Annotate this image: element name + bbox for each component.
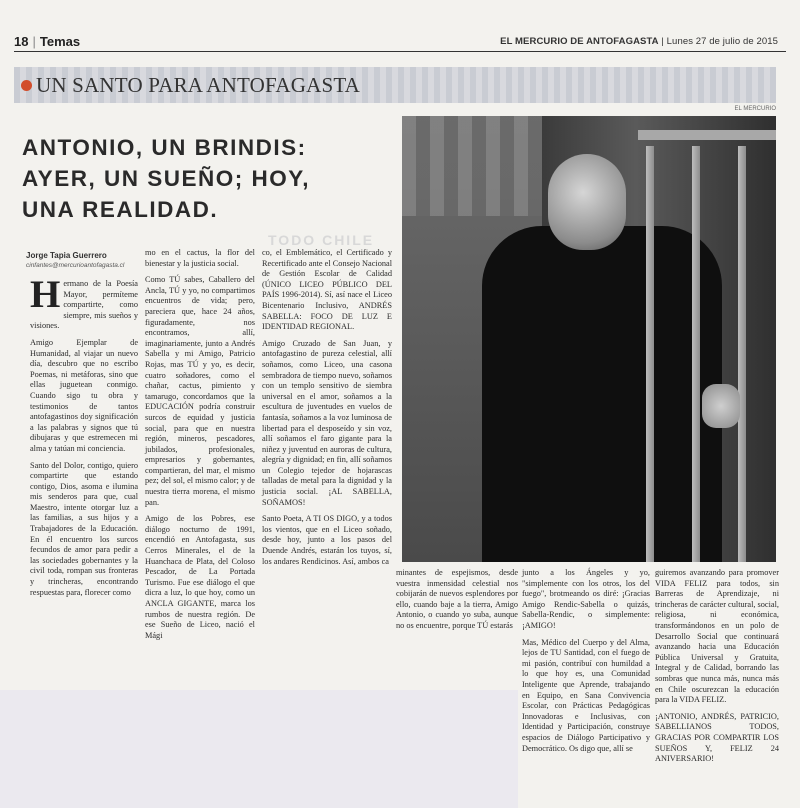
article-column-4 — [396, 568, 518, 638]
headline-line-3: UNA REALIDAD. — [22, 197, 219, 222]
paragraph: guiremos avanzando para promover VIDA FELIZ para todos, sin Barreras de Aprendizaje, ni trincheras de carácter cultural, social, religiosa, ni económica, transformándonos en un polo de Desarrollo Social que continuará avanzando hacia una Educación Pública Universal y Gratuita, Integral y de Calidad, borrando las sombras que nunca más, nunca más en Chile oscurezcan la educación para la VIDA FELIZ. — [655, 568, 779, 705]
paragraph: mo en el cactus, la flor del bienestar y la justicia social. — [145, 248, 255, 268]
photo-man-body — [482, 226, 722, 562]
paragraph: Amigo de los Pobres, ese diálogo nocturno de 1991, encendió en Antofagasta, sus Cerros Minerales, el de la Huanchaca de Plata, del Coloso Pescador, de La Portada Turismo. Fue ese diálogo el que dicra a luz, lo que hoy, como un ANCLA GIGANTE, marca los rumbos de nuestra región. De ese Sueño de Liceo, nació el Mági — [145, 514, 255, 640]
byline-email: cinfantes@mercurioantofagasta.cl — [26, 262, 125, 269]
section-name: Temas — [39, 34, 81, 49]
page-folio: 18 | Temas — [14, 34, 81, 49]
headline — [22, 132, 392, 225]
paragraph: Santo del Dolor, contigo, quiero compartirte que estando contigo, Dios, asoma e ilumina mis senderos para que, cual Maestro, intente otorgar luz a las familias, a sus hijos y a Trabajadores de la Educación. En él encuentro los surcos fecundos de amor para pedir a las sociedades gobernantes y la civil toda, rompan sus fronteras y trincheras, encontrando respuestas para, florecer como — [30, 460, 138, 597]
headline-line-1: ANTONIO, UN BRINDIS: — [22, 135, 307, 160]
paragraph: ¡ANTONIO, ANDRÉS, PATRICIO, SABELLIANOS TODOS, GRACIAS POR COMPARTIR LOS SUEÑOS Y, FELIZ 24 ANIVERSARIO! — [655, 711, 779, 764]
byline-author: Jorge Tapia Guerrero — [26, 251, 107, 260]
page-number: 18 — [14, 34, 29, 49]
photo-gate-bar — [692, 146, 700, 562]
section-title: UN SANTO PARA ANTOFAGASTA — [36, 73, 361, 97]
photo-hand — [702, 384, 740, 428]
paragraph: Como TÚ sabes, Caballero del Ancla, TÚ y yo, no compartimos encuentros de vida; pero, pareciera que, hace 24 años, figuradamente, nos encontramos, allí, imaginariamente, junto a Andrés Sabella y mi Amigo, Patricio Rojas, mas TÚ y yo, es decir, cuatro soñadores, como el chañar, cactus, pimiento y tamarugo, concordamos que la EDUCACIÓN podría construir surcos de equidad y justicia social, para que en nuestra región, mineros, pescadores, jubilados, profesionales, empresarios y gobernantes, compartieran, del mar, el mismo pez; del sol, el mismo calor; y de nuestra tierra morena, el mismo pan. — [145, 275, 255, 507]
issue-date: Lunes 27 de julio de 2015 — [666, 36, 778, 47]
section-dot-icon — [21, 80, 32, 91]
paper-info: EL MERCURIO DE ANTOFAGASTA | Lunes 27 de julio de 2015 — [500, 36, 778, 47]
photo-gate-bar — [738, 146, 746, 562]
paragraph: Mas, Médico del Cuerpo y del Alma, lejos de TU Santidad, con el fuego de mi pasión, contribuí con humildad a lo que hoy es, una Comunidad Inteligente que Aprende, trabajando en Equipo, en Sana Convivencia Escolar, con Prácticas Pedagógicas Innovadoras e Inclusivas, con Identidad y Participación, construye espacios de Diálogo Participativo y Democrático. Os digo que, allí se — [522, 637, 650, 753]
header-rule — [14, 51, 786, 52]
photo-man-head — [548, 154, 626, 250]
article-column-5 — [522, 568, 650, 760]
blank-area — [0, 690, 518, 808]
headline-line-2: AYER, UN SUEÑO; HOY, — [22, 166, 310, 191]
ghost-print-text: TODO CHILE — [268, 232, 375, 248]
article-photo — [402, 116, 776, 562]
paragraph: Amigo Cruzado de San Juan, y antofagastino de pureza celestial, allí soñamos, como Liceo, una casona sembradora de tiempo nuevo, soñamos con un templo sensitivo de siembra universal en el amor, soñamos a la escultura de juventudes en vuelos de fantasía, soñamos a la voz luminosa de libertad para el desposeído y sin voz, allí soñamos el faro gigante para la niñez y juventud en auroras de cultura, alegría y dignidad; en fin, allí soñamos un Colegio tejedor de hojarascas talladas de metal para la dignidad y la justicia social. ¡AL SABELLA, SOÑAMOS! — [262, 338, 392, 507]
photo-gate-top — [638, 130, 776, 140]
drop-cap: H — [30, 273, 61, 316]
paragraph: Amigo Ejemplar de Humanidad, al viajar un nuevo día, descubro que no escribo Poemas, ni metáforas, sino que ellas juguetean conmigo. Cuando sigo tu obra y testimonios de tantos antofagastinos doy significación a las palabras y signos que tú dibujaras y que estremecen mi alma y tatúan mi conciencia. — [30, 337, 138, 453]
article-column-3 — [262, 248, 392, 573]
paragraph: Santo Poeta, A TI OS DIGO, y a todos los vientos, que en el Liceo soñado, desde hoy, junto a los pasos del Duende Andrés, estarán los tuyos, sí, los andares Rendicinos. Así, ambos ca — [262, 514, 392, 566]
paper-name: EL MERCURIO DE ANTOFAGASTA — [500, 36, 659, 47]
paragraph: minantes de espejismos, desde vuestra inmensidad celestial nos cobijarán de nuevos esplendores por ello, cuando baje a la tierra, Amigo Antonio, o cuando yo suba, aunque no os encuentre, porque TÚ estarás — [396, 568, 518, 630]
paragraph: ermano de la Poesía Mayor, permíteme compartirte, como siempre, mis sueños y visiones. — [30, 279, 138, 331]
paragraph: co, el Emblemático, el Certificado y Recertificado ante el Consejo Nacional de Gestión Escolar de Calidad (ÚNICO LICEO PÚBLICO DEL PAÍS 1996-2014). Sí, así nace el Liceo Bicentenario Inclusivo, ANDRÉS SABELLA: FOCO DE LUZ E IDENTIDAD REGIONAL. — [262, 248, 392, 332]
article-column-1 — [30, 273, 138, 604]
article-column-2 — [145, 248, 255, 647]
photo-gate-bar — [646, 146, 654, 562]
paragraph: junto a los Ángeles y yo, "simplemente con los otros, los del fuego", brotmeando os diré: ¡Gracias Amigo Rendic-Sabella o quizás, Sabella-Rendic, o simplemente: ¡AMIGO! — [522, 568, 650, 630]
article-column-6 — [655, 568, 779, 771]
photo-credit: EL MERCURIO — [734, 106, 776, 112]
